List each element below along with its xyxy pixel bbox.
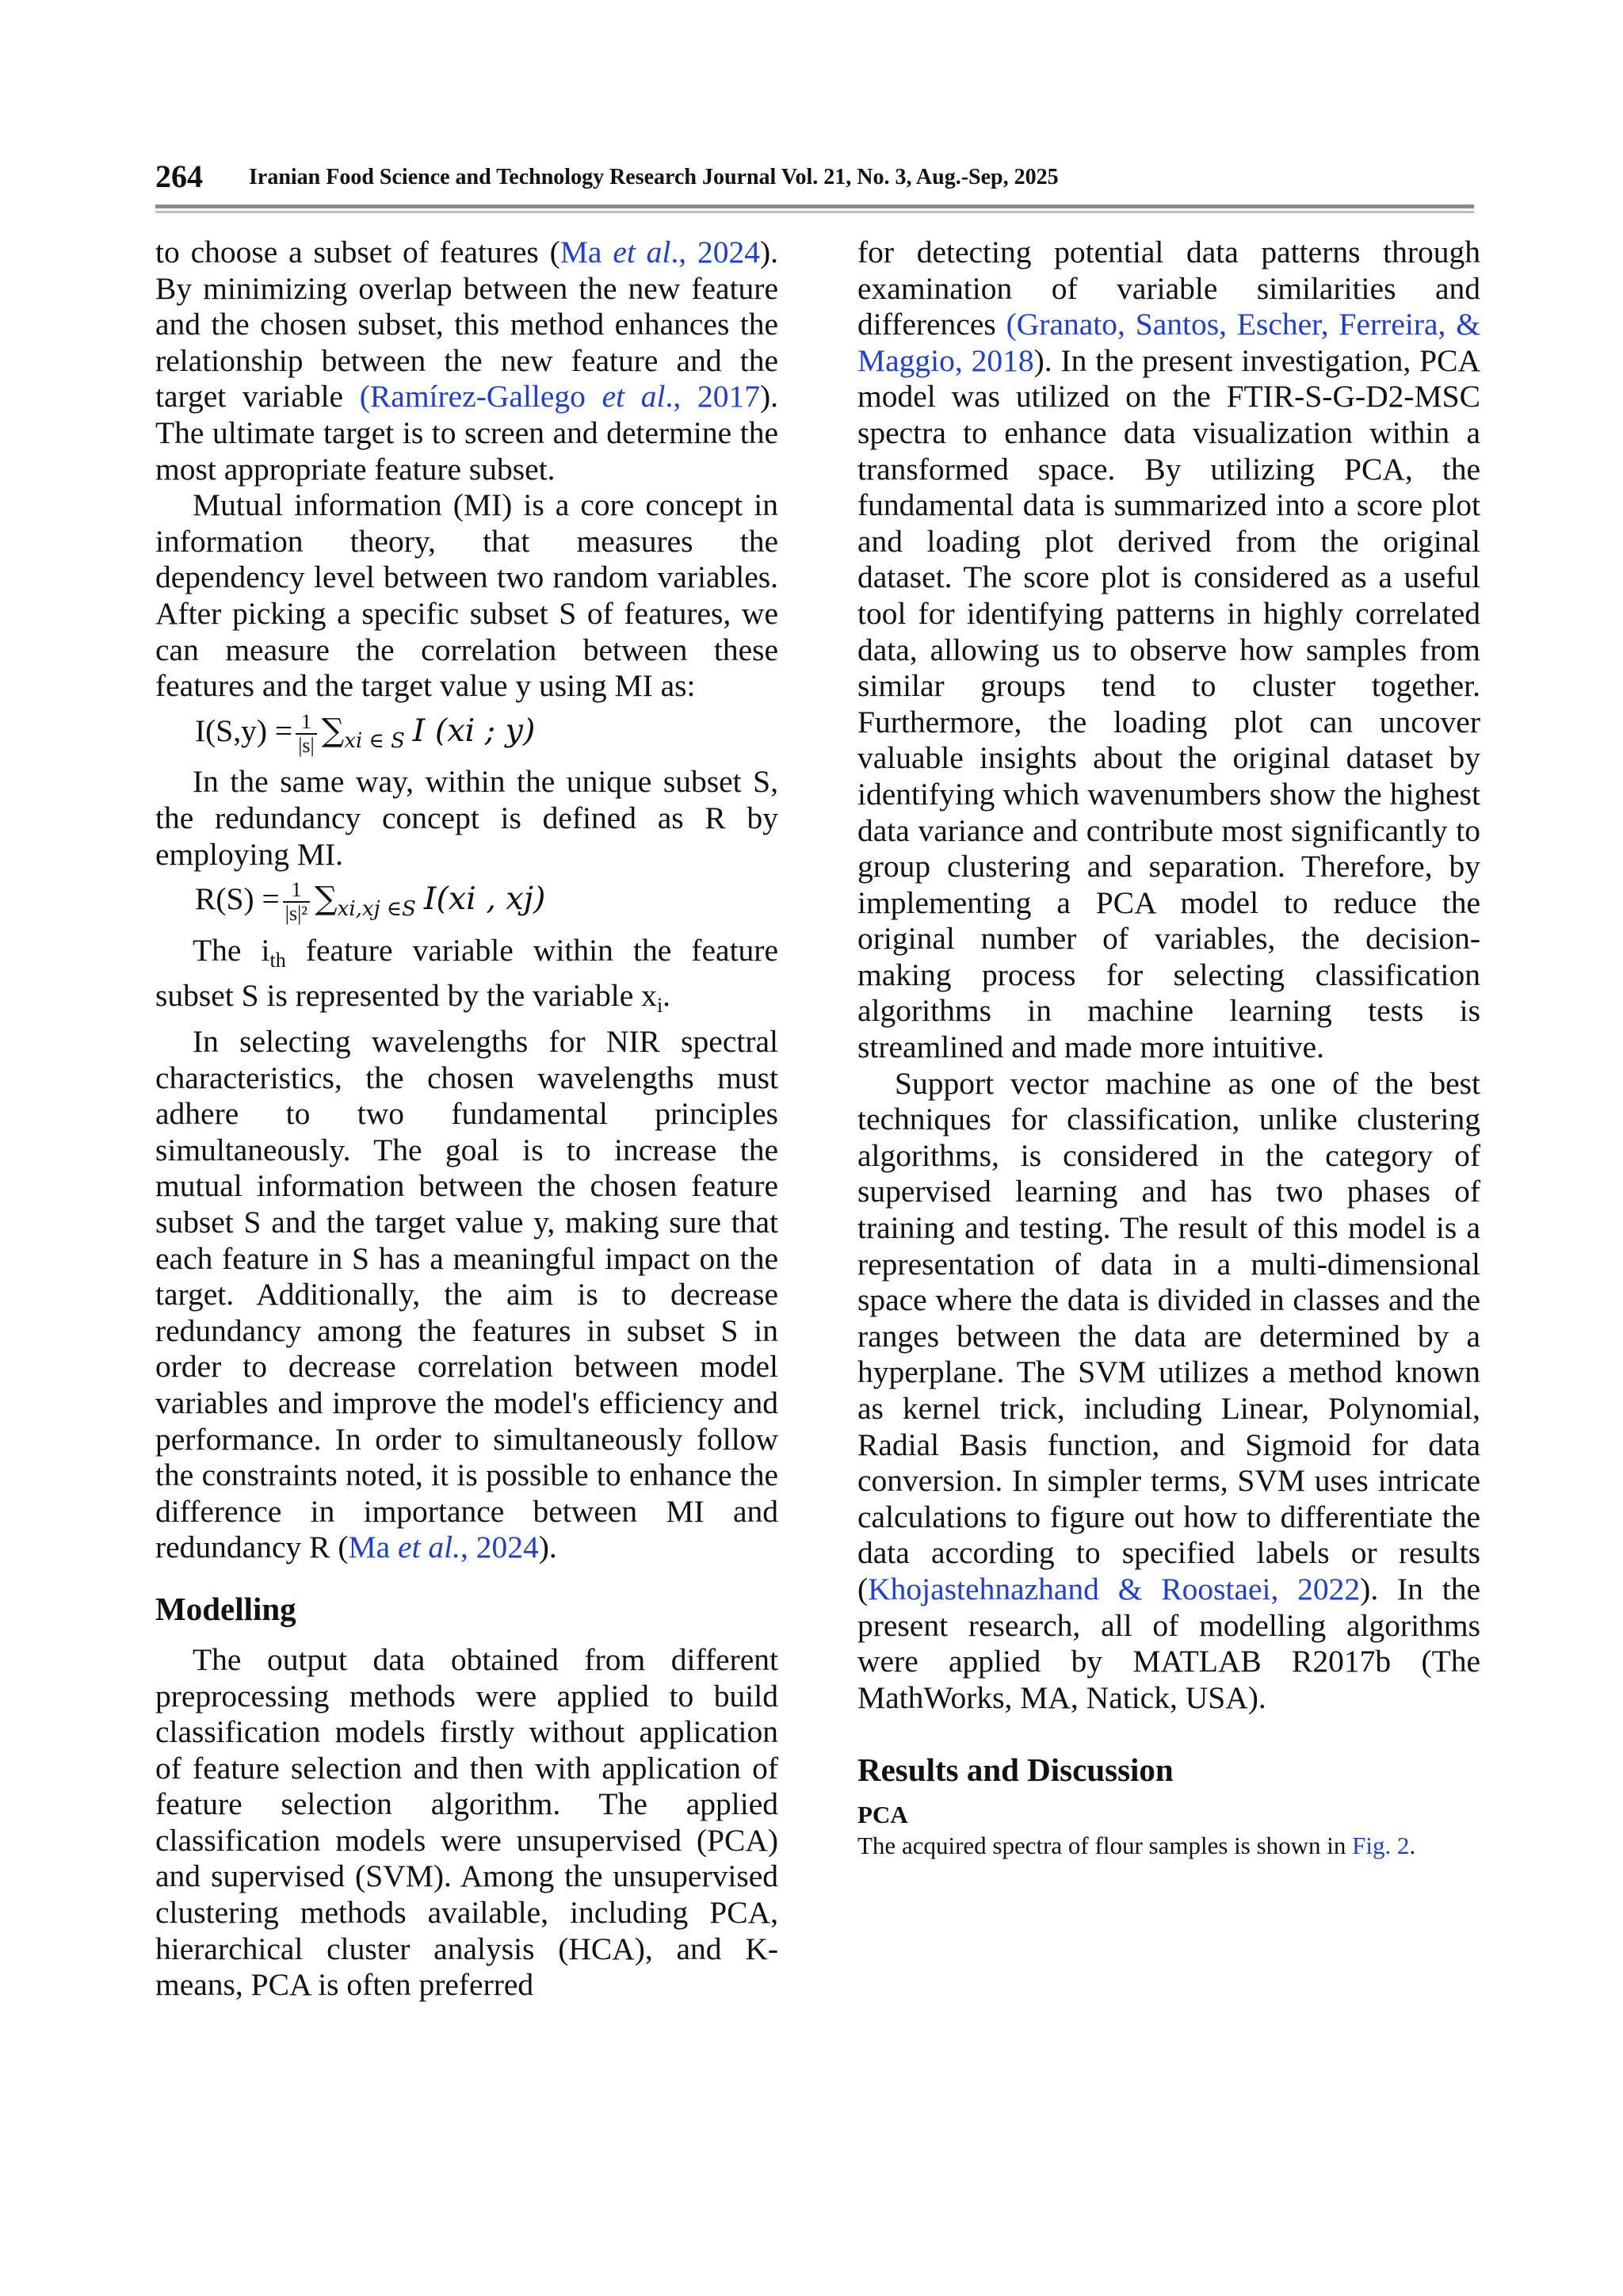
left-column — [155, 235, 778, 2004]
paragraph: Mutual information (MI) is a core concept in information theory, that measures the dependency level between two random variables. After picking a specific subset S of features, we can measure the correlation between these features and the target value y using MI as: — [155, 487, 778, 704]
paragraph: The output data obtained from different preprocessing methods were applied to build classification models firstly without application of feature selection and then with application of feature selection algorithm. The applied classification models were unsupervised (PCA) and supervised (SVM). Among the unsupervised clustering methods available, including PCA, hierarchical cluster analysis (HCA), and K-means, PCA is often preferred — [155, 1641, 778, 2003]
paragraph: for detecting potential data patterns through examination of variable similarities and differences (Granato, Santos, Escher, Ferreira, & Maggio, 2018). In the present investigation, PCA model was utilized on the FTIR-S-G-D2-MSC spectra to enhance data visualization within a transformed space. By utilizing PCA, the fundamental data is summarized into a score plot and loading plot derived from the original dataset. The score plot is considered as a useful tool for identifying patterns in highly correlated data, allowing us to observe how samples from similar groups tend to cluster together. Furthermore, the loading plot can uncover valuable insights about the original dataset by identifying which wavenumbers show the highest data variance and contribute most significantly to group clustering and separation. Therefore, by implementing a PCA model to reduce the original number of variables, the decision-making process for selecting classification algorithms in machine learning tests is streamlined and made more intuitive. — [857, 235, 1481, 1065]
paragraph: In the same way, within the unique subset S, the redundancy concept is defined as R by employing MI. — [155, 764, 778, 872]
equation-redundancy: R(S) = $\frac{1}{\text{|s|²}}$ $\sum_{xi,xj \in S}$ I(xi , xj) — [195, 878, 546, 926]
equation-mutual-information: I(S,y) = $\frac{1}{|s|}$ $\sum_{xi \in S}$ I (xi ; y) — [195, 709, 536, 757]
subsection-heading-pca: PCA — [857, 1801, 908, 1829]
section-heading-modelling: Modelling — [155, 1590, 296, 1627]
paragraph: In selecting wavelengths for NIR spectral characteristics, the chosen wavelengths must adhere to two fundamental principles simultaneously. The goal is to increase the mutual information between the chosen feature subset S and the target value y, making sure that each feature in S has a meaningful impact on the target. Additionally, the aim is to decrease redundancy among the features in subset S in order to decrease correlation between model variables and improve the model's efficiency and performance. In order to simultaneously follow the constraints noted, it is possible to enhance the difference in importance between MI and redundancy R (Ma et al., 2024). — [155, 1024, 778, 1565]
figure-link[interactable]: Fig. 2 — [1352, 1832, 1410, 1860]
page-number: 264 — [155, 159, 203, 194]
citation-link[interactable]: (Ramírez-Gallego et al., 2017 — [359, 379, 760, 415]
citation-link[interactable]: (Granato, Santos, Escher, Ferreira, & Maggio, 2018 — [857, 307, 1481, 378]
paragraph: The $i_{th}$ feature variable within the feature subset S is represented by the variable $x_i$. — [155, 932, 778, 1018]
page-header — [155, 157, 1474, 197]
journal-title: Iranian Food Science and Technology Research Journal Vol. 21, No. 3, Aug.-Sep, 2025 — [249, 165, 1059, 189]
citation-link[interactable]: Khojastehnazhand & Roostaei, 2022 — [868, 1571, 1361, 1606]
right-column — [857, 235, 1480, 1862]
paragraph: Support vector machine as one of the best techniques for classification, unlike clustering algorithms, is considered in the category of supervised learning and has two phases of training and testing. The result of this model is a representation of data in a multi-dimensional space where the data is divided in classes and the ranges between the data are determined by a hyperplane. The SVM utilizes a method known as kernel trick, including Linear, Polynomial, Radial Basis function, and Sigmoid for data conversion. In simpler terms, SVM uses intricate calculations to figure out how to differentiate the data according to specified labels or results (Khojastehnazhand & Roostaei, 2022). In the present research, all of modelling algorithms were applied by MATLAB R2017b (The MathWorks, MA, Natick, USA). — [857, 1065, 1480, 1715]
section-heading-results: Results and Discussion — [857, 1752, 1174, 1789]
header-rule — [155, 204, 1474, 208]
header-rule-thin — [155, 211, 1474, 213]
paragraph: to choose a subset of features (Ma et al., 2024). By minimizing overlap between the new feature and the chosen subset, this method enhances the relationship between the new feature and the target variable (Ramírez-Gallego et al., 2017). The ultimate target is to screen and determine the most appropriate feature subset. — [155, 235, 779, 487]
citation-link[interactable]: Ma et al., 2024 — [559, 235, 760, 269]
paragraph: The acquired spectra of flour samples is shown in Fig. 2. — [857, 1832, 1416, 1860]
citation-link[interactable]: Ma et al., 2024 — [348, 1530, 539, 1565]
